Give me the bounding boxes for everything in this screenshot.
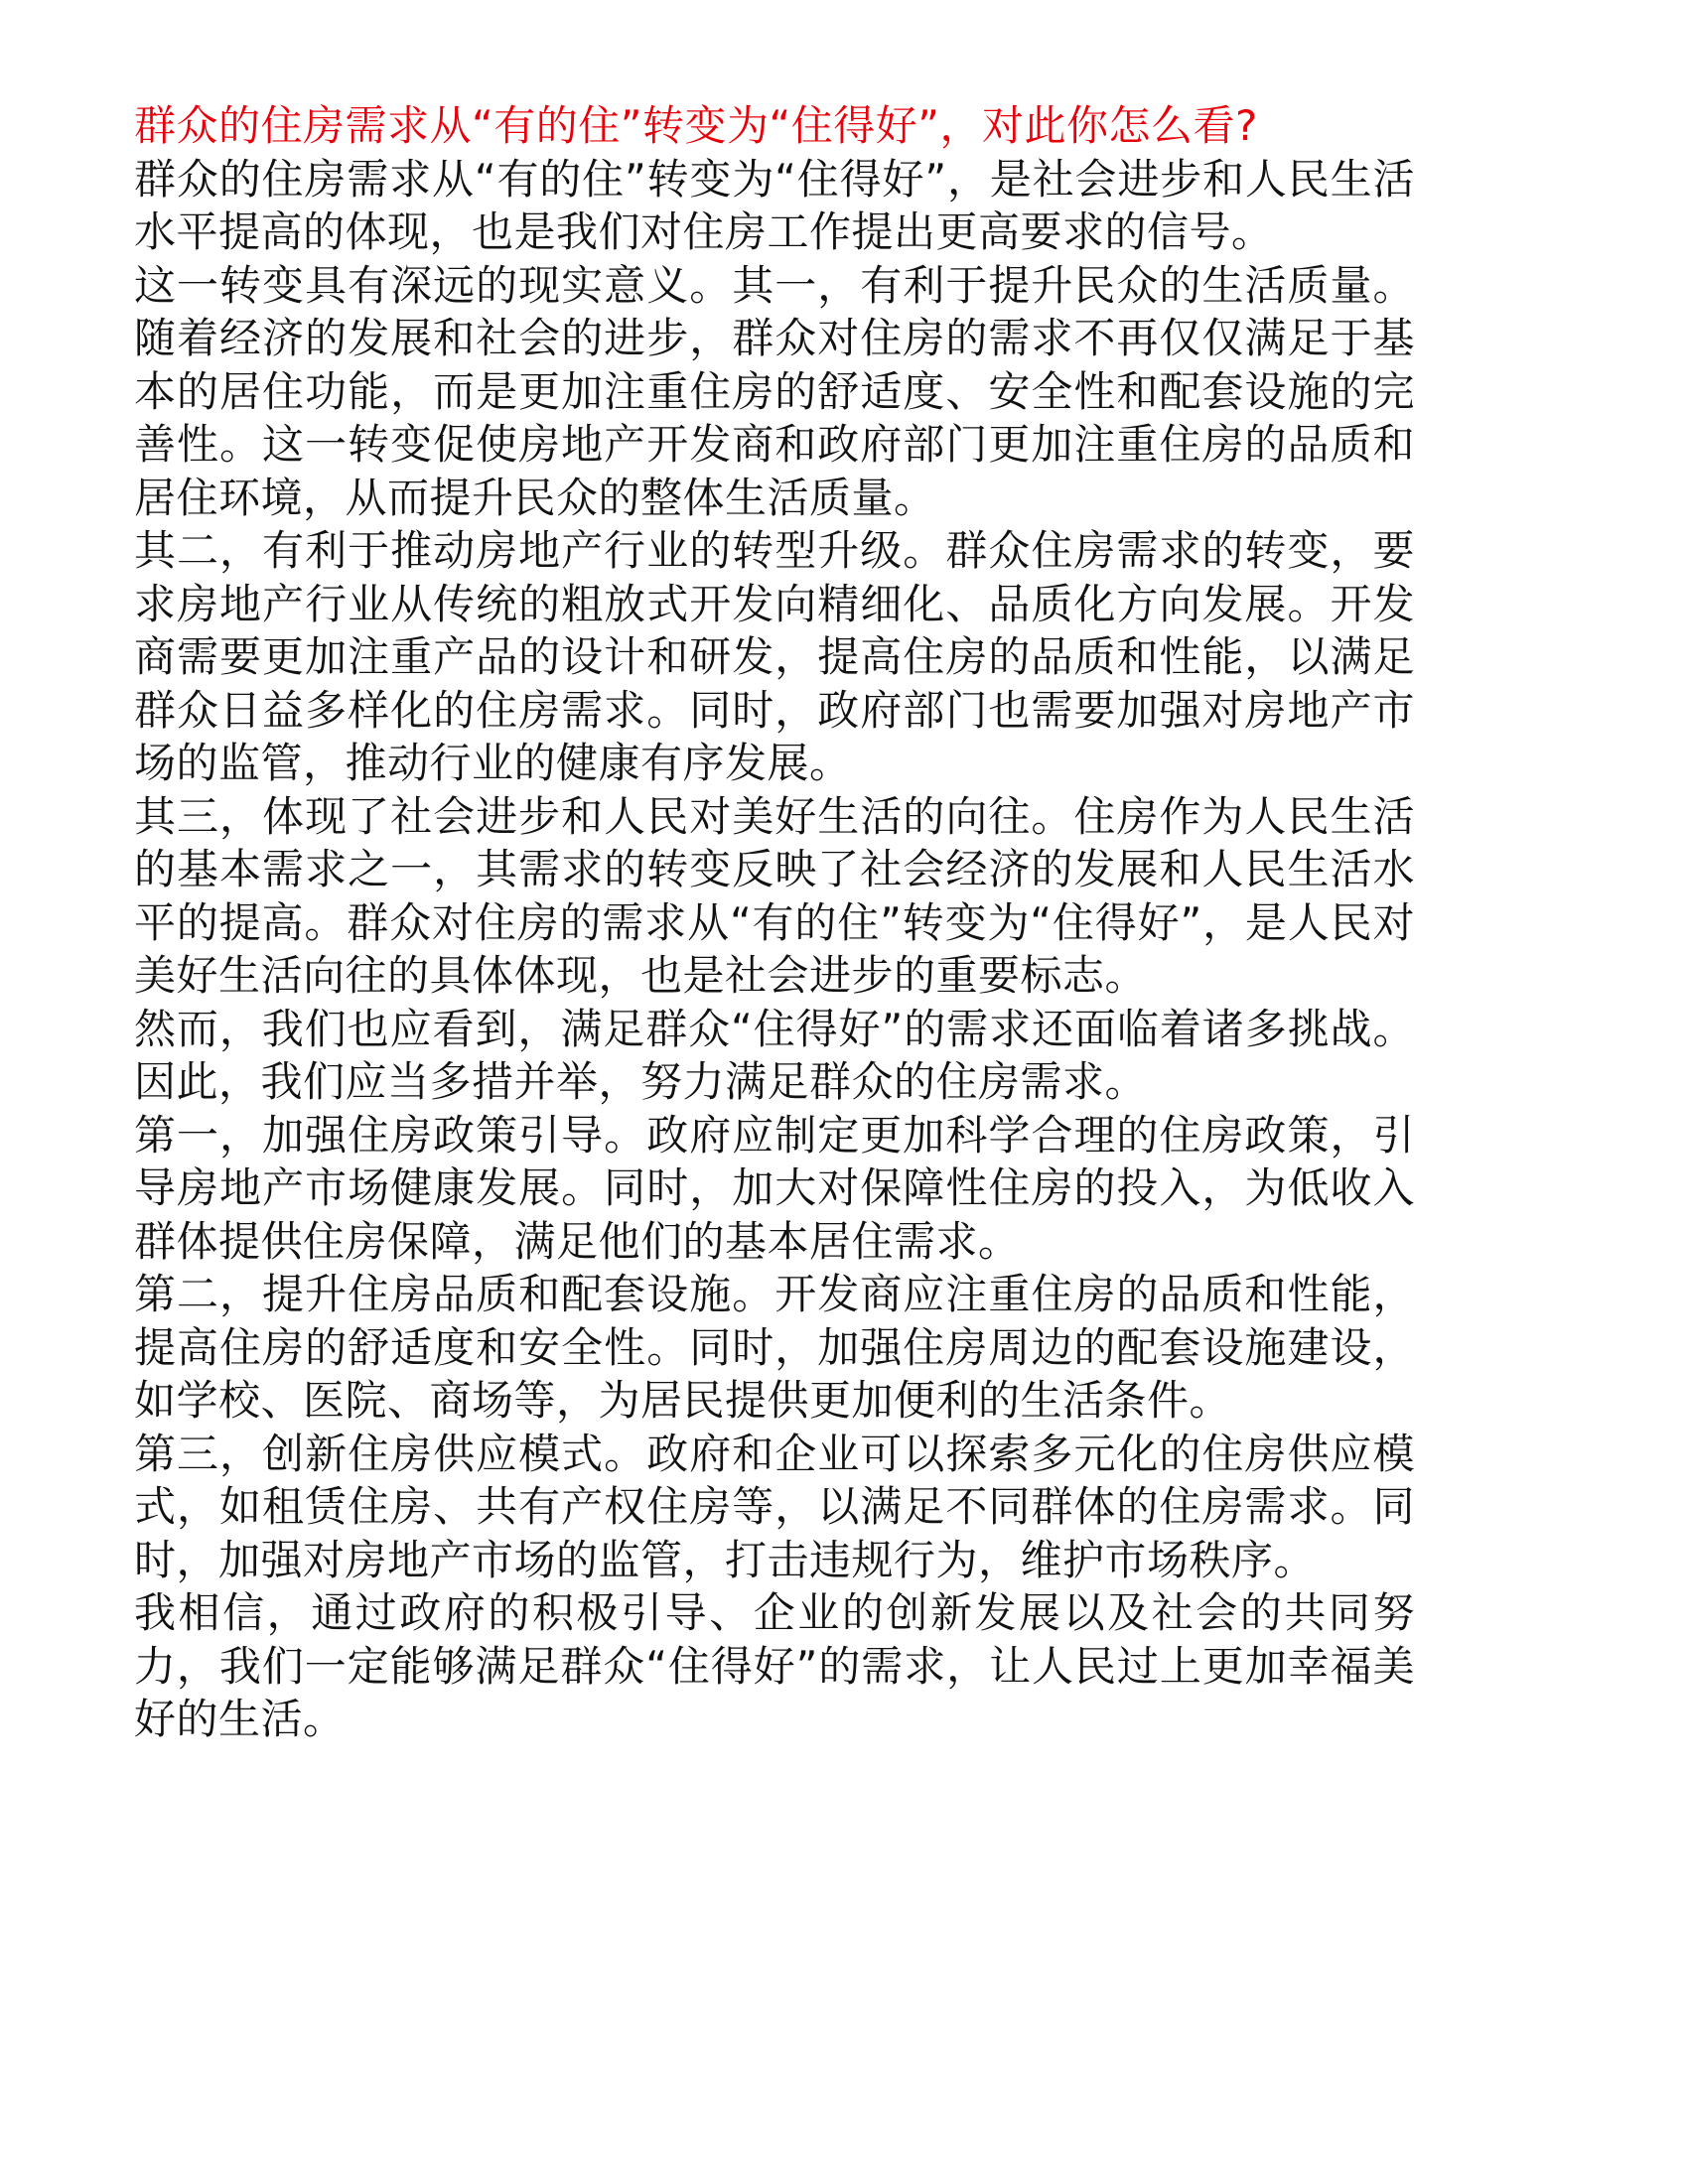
document-title: 群众的住房需求从“有的住”转变为“住得好”，对此你怎么看? — [134, 101, 1258, 150]
paragraph-significance-2: 其二，有利于推动房地产行业的转型升级。群众住房需求的转变，要求房地产行业从传统的粗放式开发向精细化、品质化方向发展。开发商需要更加注重产品的设计和研发，提高住房的品质和性能，以满足群众日益多样化的住房需求。同时，政府部门也需要加强对房地产市场的监管，推动行业的健康有序发展。 — [134, 526, 1415, 787]
paragraph-measure-1: 第一，加强住房政策引导。政府应制定更加科学合理的住房政策，引导房地产市场健康发展。同时，加大对保障性住房的投入，为低收入群体提供住房保障，满足他们的基本居住需求。 — [134, 1110, 1415, 1266]
paragraph-significance-3: 其三，体现了社会进步和人民对美好生活的向往。住房作为人民生活的基本需求之一，其需求的转变反映了社会经济的发展和人民生活水平的提高。群众对住房的需求从“有的住”转变为“住得好”，是人民对美好生活向往的具体体现，也是社会进步的重要标志。 — [134, 791, 1415, 1000]
paragraph-conclusion: 我相信，通过政府的积极引导、企业的创新发展以及社会的共同努力，我们一定能够满足群众“住得好”的需求，让人民过上更加幸福美好的生活。 — [134, 1588, 1415, 1743]
paragraph-measure-2: 第二，提升住房品质和配套设施。开发商应注重住房的品质和性能，提高住房的舒适度和安全性。同时，加强住房周边的配套设施建设，如学校、医院、商场等，为居民提供更加便利的生活条件。 — [134, 1270, 1415, 1425]
paragraph-intro: 群众的住房需求从“有的住”转变为“住得好”，是社会进步和人民生活水平提高的体现，也是我们对住房工作提出更高要求的信号。 — [134, 154, 1415, 256]
paragraph-significance-1: 这一转变具有深远的现实意义。其一，有利于提升民众的生活质量。随着经济的发展和社会的进步，群众对住房的需求不再仅仅满足于基本的居住功能，而是更加注重住房的舒适度、安全性和配套设施的完善性。这一转变促使房地产开发商和政府部门更加注重住房的品质和居住环境，从而提升民众的整体生活质量。 — [134, 260, 1415, 522]
paragraph-challenges: 然而，我们也应看到，满足群众“住得好”的需求还面临着诸多挑战。因此，我们应当多措并举，努力满足群众的住房需求。 — [134, 1004, 1415, 1106]
document-page — [134, 99, 1415, 1746]
paragraph-measure-3: 第三，创新住房供应模式。政府和企业可以探索多元化的住房供应模式，如租赁住房、共有产权住房等，以满足不同群体的住房需求。同时，加强对房地产市场的监管，打击违规行为，维护市场秩序。 — [134, 1429, 1415, 1584]
